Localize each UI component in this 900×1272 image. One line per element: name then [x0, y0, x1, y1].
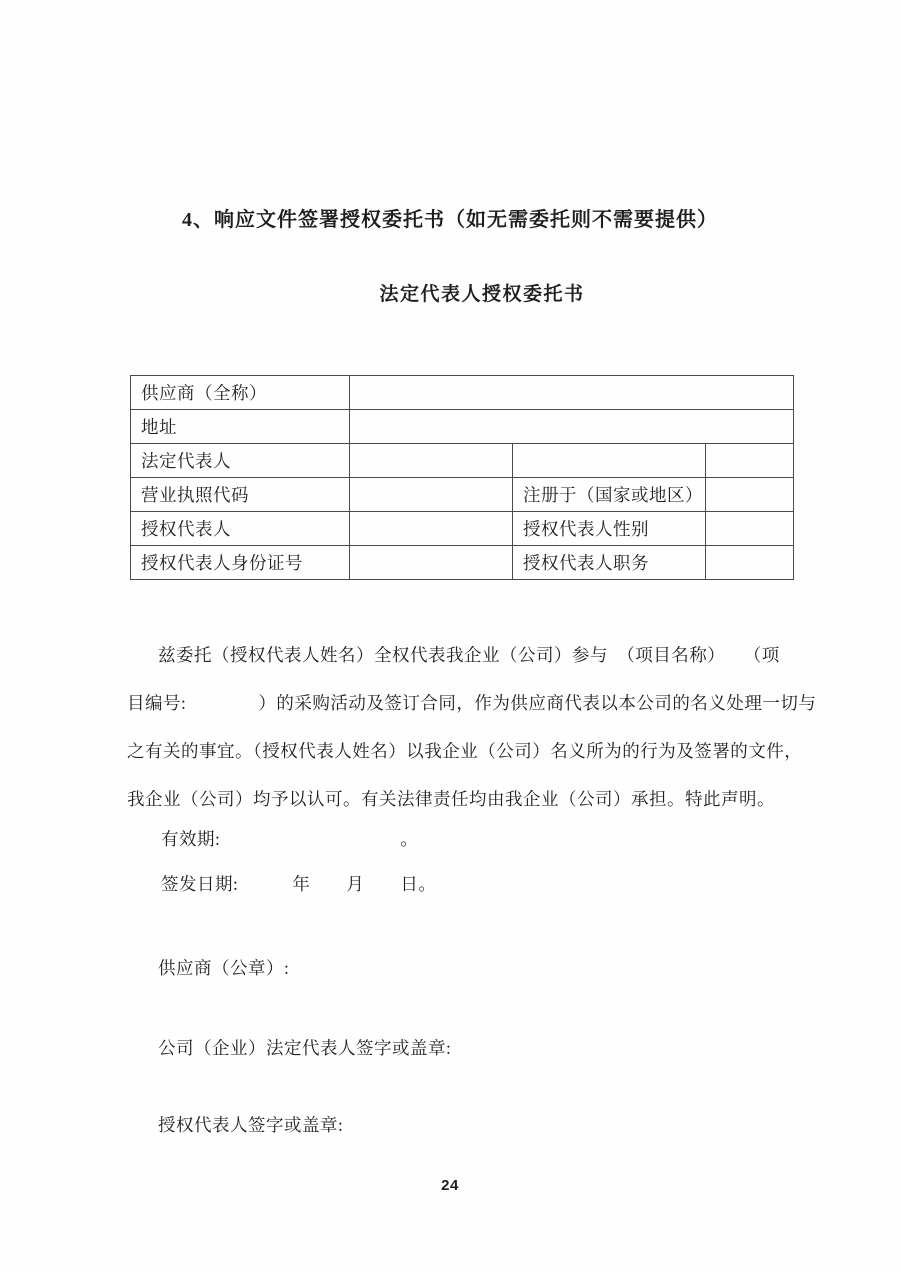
- authorized-representative-gender-label: 授权代表人性别: [513, 512, 706, 546]
- authorized-representative-id-label: 授权代表人身份证号: [131, 546, 350, 580]
- address-label: 地址: [131, 410, 350, 444]
- table-row-legal-representative: [131, 444, 794, 478]
- paragraph-line-3: 之有关的事宜。（授权代表人姓名）以我企业（公司）名义所为的行为及签署的文件，: [127, 741, 803, 761]
- table-row-address: [131, 410, 794, 444]
- authorized-representative-gender-value-cell: [706, 512, 794, 546]
- legal-representative-extra-value-cell: [706, 444, 794, 478]
- business-license-value-cell: [350, 478, 513, 512]
- table-row-supplier-name: [131, 376, 794, 410]
- supplier-seal-line: 供应商（公章）:: [158, 958, 290, 978]
- authorized-representative-title-label: 授权代表人职务: [513, 546, 706, 580]
- supplier-info-table: [130, 375, 794, 580]
- legal-representative-signature-line: 公司（企业）法定代表人签字或盖章:: [158, 1038, 452, 1058]
- legal-representative-label: 法定代表人: [131, 444, 350, 478]
- authorized-representative-title-value-cell: [706, 546, 794, 580]
- table-row-authorized-representative-id: [131, 546, 794, 580]
- supplier-name-label: 供应商（全称）: [131, 376, 350, 410]
- supplier-name-value-cell: [350, 376, 794, 410]
- paragraph-line-2: 目编号: ）的采购活动及签订合同，作为供应商代表以本公司的名义处理一切与: [127, 693, 817, 713]
- document-title: 法定代表人授权委托书: [379, 284, 585, 305]
- table-row-business-license: [131, 478, 794, 512]
- section-title: 4、响应文件签署授权委托书（如无需委托则不需要提供）: [182, 209, 718, 231]
- paragraph-line-1: 兹委托（授权代表人姓名）全权代表我企业（公司）参与 （项目名称） （项: [158, 645, 780, 665]
- paragraph-line-4: 我企业（公司）均予以认可。有关法律责任均由我企业（公司）承担。特此声明。: [127, 789, 775, 809]
- validity-period-line: 有效期: 。: [161, 829, 419, 849]
- issue-date-line: 签发日期: 年 月 日。: [161, 874, 437, 894]
- legal-representative-value-cell: [350, 444, 513, 478]
- authorized-representative-signature-line: 授权代表人签字或盖章:: [158, 1115, 344, 1135]
- registered-in-label: 注册于（国家或地区）: [513, 478, 706, 512]
- legal-representative-extra-label: [513, 444, 706, 478]
- authorization-paragraph: [127, 631, 827, 823]
- registered-in-value-cell: [706, 478, 794, 512]
- page-number: 24: [441, 1177, 459, 1194]
- table-row-authorized-representative: [131, 512, 794, 546]
- business-license-label: 营业执照代码: [131, 478, 350, 512]
- authorized-representative-label: 授权代表人: [131, 512, 350, 546]
- authorized-representative-id-value-cell: [350, 546, 513, 580]
- authorized-representative-value-cell: [350, 512, 513, 546]
- address-value-cell: [350, 410, 794, 444]
